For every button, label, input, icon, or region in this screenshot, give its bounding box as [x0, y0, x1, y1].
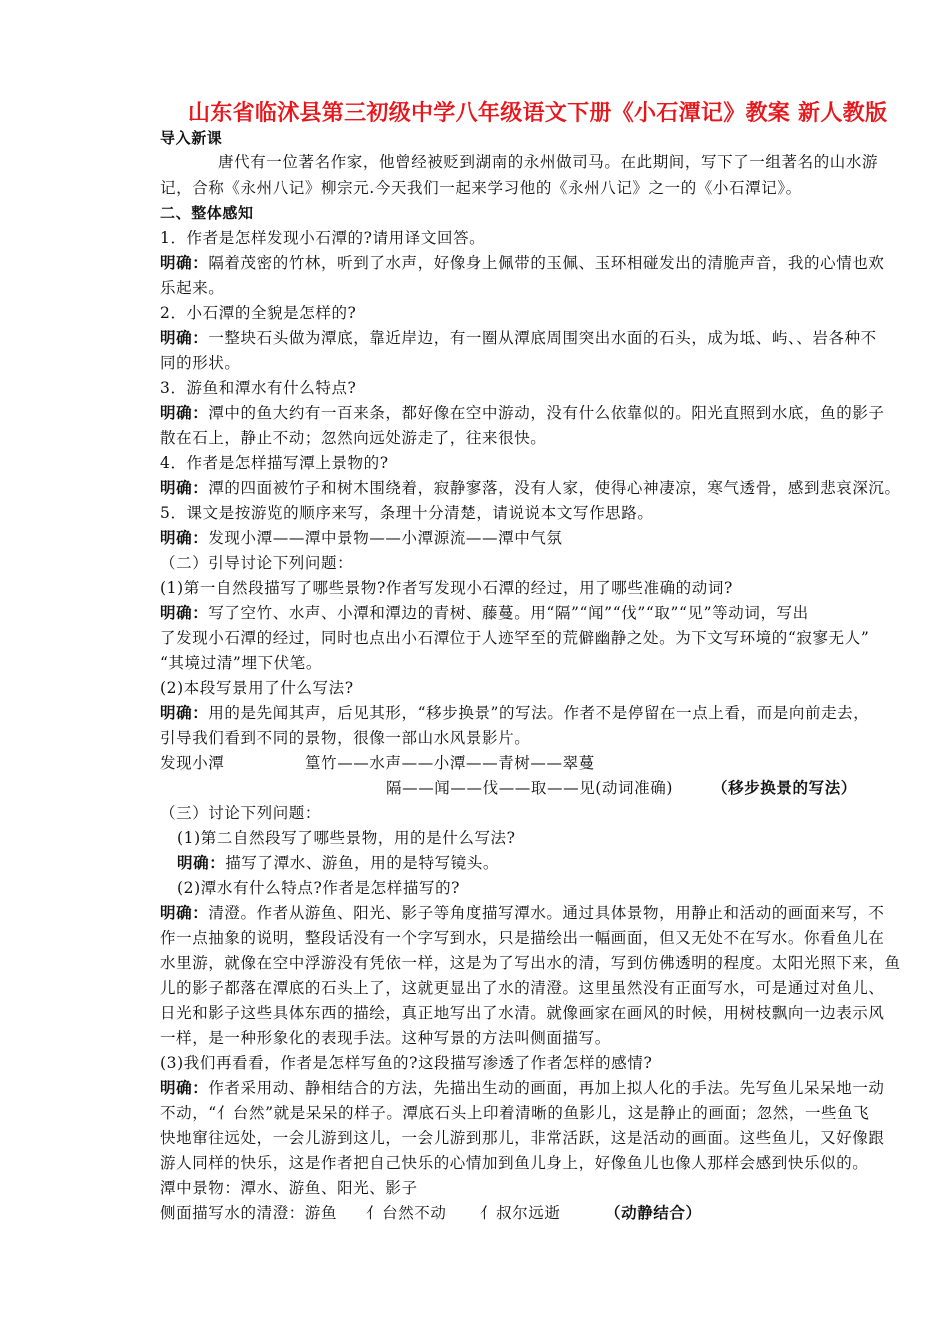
question-2: 2．小石潭的全貌是怎样的?: [160, 304, 357, 322]
answer-3-text: 散在石上，静止不动；忽然向远处游走了，往来很快。: [160, 429, 547, 447]
part-3-answer-3-text: 快地窜往远处，一会儿游到这儿，一会儿游到那儿，非常活跃，这是活动的画面。这些鱼儿，又好像跟: [160, 1129, 885, 1147]
part-3-answer-3-text: 游人同样的快乐，这是作者把自己快乐的心情加到鱼儿身上，好像鱼儿也像人那样会感到快乐似的。: [160, 1154, 869, 1172]
answer-label: 明确：: [160, 529, 209, 547]
route-map-scenery: 篁竹——水声——小潭——青树——翠蔓: [305, 754, 595, 772]
part-3-answer-2-text: 清澄。作者从游鱼、阳光、影子等角度描写潭水。通过具体景物，用静止和活动的画面来写，不: [208, 904, 885, 922]
part-3-question-1: (1)第二自然段写了哪些景物，用的是什么写法?: [177, 829, 516, 847]
discussion-answer-1-text: 了发现小石潭的经过，同时也点出小石潭位于人迹罕至的荒僻幽静之处。为下文写环境的“寂寥无人”: [160, 629, 870, 647]
side-description-move: 亻叔尔远逝: [480, 1204, 561, 1222]
answer-label: 明确：: [177, 854, 226, 872]
discussion-question-2: (2)本段写景用了什么写法?: [160, 679, 354, 697]
answer-2-text: 一整块石头做为潭底，靠近岸边，有一圈从潭底周围突出水面的石头，成为坻、屿、、岩各种不: [208, 329, 877, 347]
part-3-answer-1-text: 描写了潭水、游鱼，用的是特写镜头。: [225, 854, 500, 872]
part-3-answer-2-text: 水里游，就像在空中浮游没有凭依一样，这是为了写出水的清，写到仿佛透明的程度。太阳光照下来，鱼: [160, 954, 901, 972]
part-3-answer-2-text: 日光和影子这些具体东西的描绘，真正地写出了水清。就像画家在画风的时候，用树枝飘向一边表示风: [160, 1004, 885, 1022]
answer-4-text: 潭的四面被竹子和树木围绕着，寂静寥落，没有人家，使得心神凄凉，寒气透骨，感到悲哀深沉。: [208, 479, 901, 497]
part-3-answer-3-text: 作者采用动、静相结合的方法，先描出生动的画面，再加上拟人化的手法。先写鱼儿呆呆地一动: [208, 1079, 885, 1097]
document-title: 山东省临沭县第三初级中学八年级语文下册《小石潭记》教案 新人教版: [188, 101, 888, 126]
discussion-question-1: (1)第一自然段描写了哪些景物?作者写发现小石潭的经过，用了哪些准确的动词?: [160, 579, 733, 597]
discussion-part-2-heading: （二）引导讨论下列问题：: [160, 554, 354, 572]
question-5: 5．课文是按游览的顺序来写，条理十分清楚，请说说本文写作思路。: [160, 504, 654, 522]
answer-label: 明确：: [160, 704, 209, 722]
side-description-note: （动静结合）: [605, 1204, 702, 1222]
part-3-answer-2-text: 儿的影子都落在潭底的石头上了，这就更显出了水的清澄。这里虽然没有正面写水，可是通过对鱼儿、: [160, 979, 885, 997]
part-3-answer-3-text: 不动，“亻台然”就是呆呆的样子。潭底石头上印着清晰的鱼影儿，这是静止的画面；忽然，一些鱼飞: [160, 1104, 870, 1122]
question-1: 1．作者是怎样发现小石潭的?请用译文回答。: [160, 229, 486, 247]
section-overview-heading: 二、整体感知: [160, 204, 254, 222]
route-map-note: （移步换景的写法）: [712, 779, 857, 797]
side-description-still: 亻台然不动: [366, 1204, 447, 1222]
answer-label: 明确：: [160, 904, 209, 922]
intro-paragraph-line: 记，合称《永州八记》柳宗元.今天我们一起来学习他的《永州八记》之一的《小石潭记》。: [160, 179, 802, 197]
discussion-answer-2-text: 引导我们看到不同的景物，很像一部山水风景影片。: [160, 729, 531, 747]
answer-2-text: 同的形状。: [160, 354, 241, 372]
answer-5-text: 发现小潭——潭中景物——小潭源流——潭中气氛: [208, 529, 563, 547]
discussion-answer-1-text: “其境过清”埋下伏笔。: [160, 654, 322, 672]
part-3-answer-2-text: 作一点抽象的说明，整段话没有一个字写到水，只是描绘出一幅画面，但又无处不在写水。你看鱼儿在: [160, 929, 885, 947]
scene-summary: 潭中景物：潭水、游鱼、阳光、影子: [160, 1179, 418, 1197]
discussion-answer-1-text: 写了空竹、水声、小潭和潭边的青树、藤蔓。用“隔”“闻”“伐”“取”“见”等动词，写出: [208, 604, 809, 622]
answer-label: 明确：: [160, 254, 209, 272]
answer-label: 明确：: [160, 1079, 209, 1097]
route-map-left: 发现小潭: [160, 754, 225, 772]
part-3-answer-2-text: 一样，是一种形象化的表现手法。这种写景的方法叫侧面描写。: [160, 1029, 611, 1047]
question-3: 3．游鱼和潭水有什么特点?: [160, 379, 357, 397]
discussion-answer-2-text: 用的是先闻其声，后见其形，“移步换景”的写法。作者不是停留在一点上看，而是向前走去，: [208, 704, 870, 722]
answer-1-text: 隔着茂密的竹林，听到了水声，好像身上佩带的玉佩、玉环相碰发出的清脆声音，我的心情也欢: [208, 254, 885, 272]
side-description-summary: 侧面描写水的清澄：游鱼: [160, 1204, 338, 1222]
route-map-verbs: 隔——闻——伐——取——见(动词准确): [386, 779, 673, 797]
answer-label: 明确：: [160, 604, 209, 622]
part-3-question-3: (3)我们再看看，作者是怎样写鱼的?这段描写渗透了作者怎样的感情?: [160, 1054, 653, 1072]
answer-3-text: 潭中的鱼大约有一百来条，都好像在空中游动，没有什么依靠似的。阳光直照到水底，鱼的影子: [208, 404, 885, 422]
section-intro-heading: 导入新课: [160, 129, 223, 147]
intro-paragraph-line: 唐代有一位著名作家，他曾经被贬到湖南的永州做司马。在此期间，写下了一组著名的山水游: [218, 153, 879, 171]
answer-label: 明确：: [160, 329, 209, 347]
discussion-part-3-heading: （三）讨论下列问题：: [160, 804, 322, 822]
answer-label: 明确：: [160, 404, 209, 422]
answer-label: 明确：: [160, 479, 209, 497]
question-4: 4．作者是怎样描写潭上景物的?: [160, 454, 389, 472]
answer-1-text: 乐起来。: [160, 279, 225, 297]
part-3-question-2: (2)潭水有什么特点?作者是怎样描写的?: [177, 879, 461, 897]
